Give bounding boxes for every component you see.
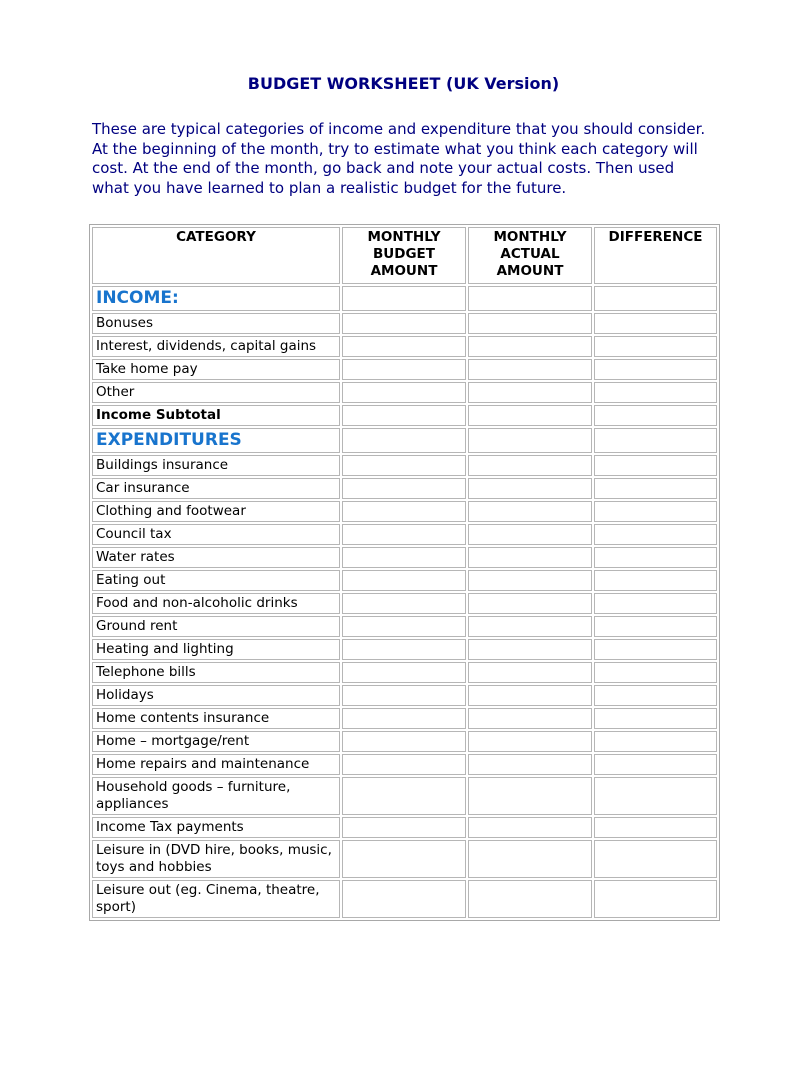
difference-cell (594, 313, 717, 334)
category-cell: Home repairs and maintenance (92, 754, 340, 775)
table-row (92, 336, 717, 357)
monthly-actual-amount-cell (468, 336, 592, 357)
monthly-actual-amount-cell (468, 840, 592, 878)
difference-cell (594, 428, 717, 453)
table-row (92, 359, 717, 380)
difference-cell (594, 547, 717, 568)
difference-cell (594, 817, 717, 838)
table-row (92, 817, 717, 838)
monthly-budget-amount-cell (342, 524, 466, 545)
monthly-actual-amount-cell (468, 501, 592, 522)
monthly-actual-amount-cell (468, 708, 592, 729)
difference-cell (594, 336, 717, 357)
monthly-actual-amount-cell (468, 777, 592, 815)
monthly-actual-amount-cell (468, 359, 592, 380)
table-row (92, 455, 717, 476)
category-cell: Home – mortgage/rent (92, 731, 340, 752)
category-cell: Income Tax payments (92, 817, 340, 838)
monthly-actual-amount-cell (468, 382, 592, 403)
monthly-budget-amount-cell (342, 455, 466, 476)
difference-cell (594, 359, 717, 380)
category-cell: Ground rent (92, 616, 340, 637)
difference-cell (594, 286, 717, 311)
category-cell: Food and non-alcoholic drinks (92, 593, 340, 614)
category-cell: Holidays (92, 685, 340, 706)
column-header-monthly-actual-amount: MONTHLY ACTUAL AMOUNT (468, 227, 592, 284)
table-row (92, 662, 717, 683)
difference-cell (594, 524, 717, 545)
category-cell: Car insurance (92, 478, 340, 499)
difference-cell (594, 478, 717, 499)
table-row (92, 286, 717, 311)
difference-cell (594, 731, 717, 752)
monthly-actual-amount-cell (468, 478, 592, 499)
monthly-budget-amount-cell (342, 616, 466, 637)
page-title: BUDGET WORKSHEET (UK Version) (247, 74, 560, 93)
table-row (92, 616, 717, 637)
difference-cell (594, 405, 717, 426)
table-row (92, 478, 717, 499)
table-row (92, 570, 717, 591)
monthly-budget-amount-cell (342, 840, 466, 878)
monthly-actual-amount-cell (468, 662, 592, 683)
column-header-monthly-budget-amount: MONTHLY BUDGET AMOUNT (342, 227, 466, 284)
monthly-actual-amount-cell (468, 685, 592, 706)
difference-cell (594, 754, 717, 775)
intro-paragraph: These are typical categories of income and expenditure that you should consider. At the beginning of the month, try to estimate what you think each category will cost. At the end of the month, go back and note your actual costs. Then used what you have learned to plan a realistic budget for the future. (92, 120, 706, 197)
table-row (92, 777, 717, 815)
category-cell: Income Subtotal (92, 405, 340, 426)
document-page (0, 74, 807, 921)
table-row (92, 840, 717, 878)
table-row (92, 405, 717, 426)
table-row (92, 382, 717, 403)
monthly-budget-amount-cell (342, 313, 466, 334)
table-row (92, 524, 717, 545)
category-cell: Clothing and footwear (92, 501, 340, 522)
difference-cell (594, 880, 717, 918)
difference-cell (594, 455, 717, 476)
monthly-budget-amount-cell (342, 731, 466, 752)
difference-cell (594, 382, 717, 403)
table-row (92, 501, 717, 522)
monthly-budget-amount-cell (342, 662, 466, 683)
monthly-actual-amount-cell (468, 570, 592, 591)
monthly-actual-amount-cell (468, 593, 592, 614)
monthly-actual-amount-cell (468, 313, 592, 334)
monthly-budget-amount-cell (342, 708, 466, 729)
category-cell: INCOME: (92, 286, 340, 311)
monthly-actual-amount-cell (468, 455, 592, 476)
category-cell: Home contents insurance (92, 708, 340, 729)
monthly-actual-amount-cell (468, 754, 592, 775)
table-row (92, 685, 717, 706)
monthly-budget-amount-cell (342, 428, 466, 453)
monthly-budget-amount-cell (342, 593, 466, 614)
monthly-budget-amount-cell (342, 382, 466, 403)
category-cell: Heating and lighting (92, 639, 340, 660)
table-row (92, 639, 717, 660)
monthly-budget-amount-cell (342, 547, 466, 568)
monthly-budget-amount-cell (342, 754, 466, 775)
monthly-budget-amount-cell (342, 777, 466, 815)
category-cell: Household goods – furniture, appliances (92, 777, 340, 815)
category-cell: Water rates (92, 547, 340, 568)
category-cell: Bonuses (92, 313, 340, 334)
monthly-budget-amount-cell (342, 478, 466, 499)
difference-cell (594, 685, 717, 706)
category-cell: Leisure out (eg. Cinema, theatre, sport) (92, 880, 340, 918)
category-cell: Other (92, 382, 340, 403)
difference-cell (594, 593, 717, 614)
monthly-budget-amount-cell (342, 685, 466, 706)
table-row (92, 547, 717, 568)
category-cell: Council tax (92, 524, 340, 545)
monthly-actual-amount-cell (468, 731, 592, 752)
monthly-budget-amount-cell (342, 336, 466, 357)
category-cell: Leisure in (DVD hire, books, music, toys and hobbies (92, 840, 340, 878)
monthly-actual-amount-cell (468, 524, 592, 545)
monthly-budget-amount-cell (342, 817, 466, 838)
monthly-actual-amount-cell (468, 880, 592, 918)
monthly-actual-amount-cell (468, 547, 592, 568)
category-cell: EXPENDITURES (92, 428, 340, 453)
column-header-category: CATEGORY (92, 227, 340, 284)
table-header-row (92, 227, 717, 284)
difference-cell (594, 639, 717, 660)
difference-cell (594, 708, 717, 729)
monthly-budget-amount-cell (342, 501, 466, 522)
monthly-budget-amount-cell (342, 359, 466, 380)
difference-cell (594, 616, 717, 637)
difference-cell (594, 777, 717, 815)
monthly-budget-amount-cell (342, 405, 466, 426)
table-row (92, 754, 717, 775)
difference-cell (594, 840, 717, 878)
category-cell: Interest, dividends, capital gains (92, 336, 340, 357)
table-row (92, 593, 717, 614)
monthly-actual-amount-cell (468, 616, 592, 637)
category-cell: Telephone bills (92, 662, 340, 683)
column-header-difference: DIFFERENCE (594, 227, 717, 284)
monthly-actual-amount-cell (468, 428, 592, 453)
category-cell: Take home pay (92, 359, 340, 380)
difference-cell (594, 662, 717, 683)
monthly-budget-amount-cell (342, 286, 466, 311)
table-row (92, 708, 717, 729)
monthly-actual-amount-cell (468, 405, 592, 426)
monthly-actual-amount-cell (468, 817, 592, 838)
difference-cell (594, 501, 717, 522)
monthly-budget-amount-cell (342, 570, 466, 591)
table-row (92, 313, 717, 334)
budget-table (89, 224, 720, 921)
category-cell: Eating out (92, 570, 340, 591)
difference-cell (594, 570, 717, 591)
monthly-actual-amount-cell (468, 639, 592, 660)
table-row (92, 428, 717, 453)
monthly-budget-amount-cell (342, 880, 466, 918)
category-cell: Buildings insurance (92, 455, 340, 476)
table-row (92, 880, 717, 918)
monthly-actual-amount-cell (468, 286, 592, 311)
monthly-budget-amount-cell (342, 639, 466, 660)
table-row (92, 731, 717, 752)
